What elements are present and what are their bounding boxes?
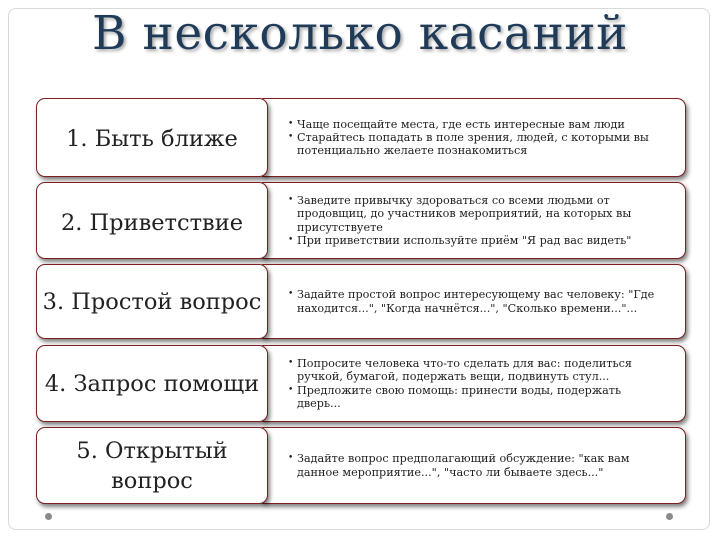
row-greeting bbox=[36, 182, 686, 259]
row-help-request bbox=[36, 345, 686, 422]
bullet-text: При приветствии используйте приём "Я рад вас видеть" bbox=[297, 233, 632, 247]
row-bullets-box bbox=[262, 264, 686, 339]
corner-dot-icon bbox=[45, 513, 52, 520]
bullet-icon: • bbox=[288, 384, 294, 395]
bullet-item bbox=[288, 234, 655, 247]
bullet-text: Задайте простой вопрос интересующему вас человеку: "Где находится...", "Когда начнётся...", "Сколько времени..."... bbox=[297, 288, 655, 315]
row-heading-box bbox=[36, 98, 268, 177]
bullet-item bbox=[288, 118, 655, 131]
bullet-icon: • bbox=[288, 131, 294, 142]
row-bullets-box bbox=[262, 345, 686, 422]
bullet-item bbox=[288, 384, 655, 410]
row-be-closer bbox=[36, 98, 686, 177]
row-heading: 3. Простой вопрос bbox=[42, 288, 262, 315]
row-heading: 1. Быть ближе bbox=[66, 125, 238, 152]
bullet-item bbox=[288, 288, 655, 314]
bullet-icon: • bbox=[288, 289, 294, 300]
bullet-item bbox=[288, 452, 655, 478]
bullet-icon: • bbox=[288, 234, 294, 245]
row-heading-box bbox=[36, 264, 268, 339]
row-bullets-box bbox=[262, 182, 686, 259]
row-heading-box bbox=[36, 182, 268, 259]
row-heading: 2. Приветствие bbox=[60, 209, 244, 236]
row-open-question bbox=[36, 427, 686, 504]
row-simple-question bbox=[36, 264, 686, 339]
bullet-item bbox=[288, 131, 655, 157]
bullet-item bbox=[288, 194, 655, 234]
bullet-text: Задайте вопрос предполагающий обсуждение: "как вам данное мероприятие...", "часто ли бываете здесь..." bbox=[297, 452, 630, 479]
bullet-icon: • bbox=[288, 453, 294, 464]
bullet-text: Чаще посещайте места, где есть интересные вам люди bbox=[297, 117, 625, 131]
bullet-text: Заведите привычку здороваться со всеми людьми от продовщиц, до участников мероприятий, на которых вы присутствуете bbox=[297, 194, 632, 234]
row-heading: 4. Запрос помощи bbox=[44, 370, 260, 397]
row-bullets-box bbox=[262, 427, 686, 504]
bullet-icon: • bbox=[288, 118, 294, 129]
corner-dot-icon bbox=[666, 513, 673, 520]
row-bullets-box bbox=[262, 98, 686, 177]
bullet-item bbox=[288, 357, 655, 383]
bullet-text: Предложите свою помощь: принести воды, подержать дверь... bbox=[297, 383, 622, 410]
bullet-icon: • bbox=[288, 195, 294, 206]
row-heading: 5. Открытый вопрос bbox=[76, 437, 228, 494]
row-heading-box bbox=[36, 427, 268, 504]
bullet-text: Старайтесь попадать в поле зрения, людей, с которыми вы потенциально желаете познакомиться bbox=[297, 130, 649, 158]
bullet-text: Попросите человека что-то сделать для вас: поделиться ручкой, бумагой, подержать вещи, подвинуть стул... bbox=[297, 357, 632, 384]
row-heading-box bbox=[36, 345, 268, 422]
bullet-icon: • bbox=[288, 358, 294, 369]
slide-title: В несколько касаний bbox=[92, 6, 628, 61]
